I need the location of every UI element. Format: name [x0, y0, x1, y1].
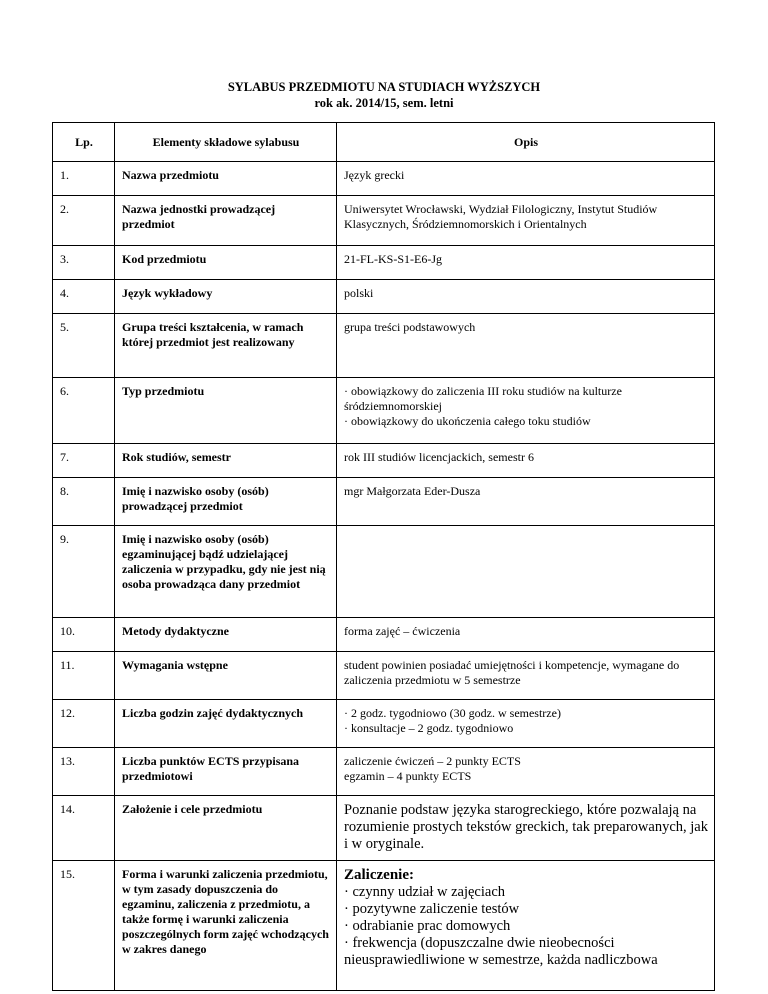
description-line: · czynny udział w zajęciach	[344, 884, 506, 900]
description-line: Poznanie podstaw języka starogreckiego, które pozwalają na rozumienie prostych tekstów greckich, tak preparowanych, jak i w oryginale.	[344, 802, 708, 852]
description-heading: Zaliczenie:	[344, 867, 414, 883]
description-line: Język grecki	[344, 168, 405, 182]
table-row	[53, 444, 715, 478]
row-description	[337, 444, 715, 478]
row-number: 9.	[53, 526, 115, 618]
row-label: Język wykładowy	[115, 280, 337, 314]
document-subtitle: rok ak. 2014/15, sem. letni	[314, 96, 454, 110]
row-description	[337, 861, 715, 991]
row-number: 5.	[53, 314, 115, 378]
table-row	[53, 700, 715, 748]
row-number: 8.	[53, 478, 115, 526]
row-number: 2.	[53, 196, 115, 246]
row-number: 12.	[53, 700, 115, 748]
table-row	[53, 526, 715, 618]
table-row	[53, 162, 715, 196]
row-label: Wymagania wstępne	[115, 652, 337, 700]
table-header-row	[53, 123, 715, 162]
row-number: 4.	[53, 280, 115, 314]
row-description	[337, 280, 715, 314]
description-line: 21-FL-KS-S1-E6-Jg	[344, 252, 442, 266]
row-label: Liczba godzin zajęć dydaktycznych	[115, 700, 337, 748]
description-line: · 2 godz. tygodniowo (30 godz. w semestrze)	[344, 706, 561, 720]
column-header-number: Lp.	[53, 123, 115, 162]
row-label: Metody dydaktyczne	[115, 618, 337, 652]
table-row	[53, 478, 715, 526]
row-label: Forma i warunki zaliczenia przedmiotu, w tym zasady dopuszczenia do egzaminu, zaliczenia z przedmiotu, a także formę i warunki zaliczenia poszczególnych form zajęć wchodzących w zakres danego	[115, 861, 337, 991]
description-line: egzamin – 4 punkty ECTS	[344, 769, 472, 783]
row-description	[337, 526, 715, 618]
row-label: Imię i nazwisko osoby (osób) egzaminującej bądź udzielającej zaliczenia w przypadku, gdy nie jest nią osoba prowadząca dany przedmiot	[115, 526, 337, 618]
row-label: Nazwa jednostki prowadzącej przedmiot	[115, 196, 337, 246]
row-description	[337, 196, 715, 246]
row-number: 10.	[53, 618, 115, 652]
description-line: · odrabianie prac domowych	[344, 918, 511, 934]
table-row	[53, 378, 715, 444]
table-row	[53, 796, 715, 861]
document-title: SYLABUS PRZEDMIOTU NA STUDIACH WYŻSZYCH	[227, 80, 541, 94]
table-row	[53, 280, 715, 314]
description-line: mgr Małgorzata Eder-Dusza	[344, 484, 481, 498]
description-line: · pozytywne zaliczenie testów	[344, 901, 520, 917]
row-label: Liczba punktów ECTS przypisana przedmiotowi	[115, 748, 337, 796]
row-number: 6.	[53, 378, 115, 444]
row-label: Nazwa przedmiotu	[115, 162, 337, 196]
row-label: Typ przedmiotu	[115, 378, 337, 444]
description-line: Uniwersytet Wrocławski, Wydział Filologiczny, Instytut Studiów Klasycznych, Śródziemnomorskich i Orientalnych	[344, 202, 658, 231]
row-label: Imię i nazwisko osoby (osób) prowadzącej przedmiot	[115, 478, 337, 526]
description-line: rok III studiów licencjackich, semestr 6	[344, 450, 534, 464]
syllabus-table	[52, 122, 715, 991]
row-number: 14.	[53, 796, 115, 861]
description-line: · obowiązkowy do zaliczenia III roku studiów na kulturze śródziemnomorskiej	[344, 384, 622, 413]
description-line: · konsultacje – 2 godz. tygodniowo	[344, 721, 514, 735]
column-header-element: Elementy składowe sylabusu	[115, 123, 337, 162]
description-line: forma zajęć – ćwiczenia	[344, 624, 461, 638]
row-description	[337, 748, 715, 796]
row-description	[337, 652, 715, 700]
row-number: 13.	[53, 748, 115, 796]
row-description	[337, 796, 715, 861]
description-line: zaliczenie ćwiczeń – 2 punkty ECTS	[344, 754, 521, 768]
row-description	[337, 378, 715, 444]
description-line: · frekwencja (dopuszczalne dwie nieobecności nieusprawiedliwione w semestrze, każda nadliczbowa	[344, 935, 658, 968]
table-row	[53, 196, 715, 246]
table-row	[53, 618, 715, 652]
row-description	[337, 478, 715, 526]
row-description	[337, 314, 715, 378]
table-row	[53, 652, 715, 700]
row-description	[337, 162, 715, 196]
row-number: 7.	[53, 444, 115, 478]
row-number: 1.	[53, 162, 115, 196]
description-line: polski	[344, 286, 374, 300]
row-label: Rok studiów, semestr	[115, 444, 337, 478]
row-label: Kod przedmiotu	[115, 246, 337, 280]
description-line: student powinien posiadać umiejętności i kompetencje, wymagane do zaliczenia przedmiotu w 5 semestrze	[344, 658, 680, 687]
row-number: 11.	[53, 652, 115, 700]
row-description	[337, 618, 715, 652]
table-row	[53, 314, 715, 378]
row-label: Założenie i cele przedmiotu	[115, 796, 337, 861]
table-row	[53, 861, 715, 991]
column-header-description: Opis	[337, 123, 715, 162]
description-line: · obowiązkowy do ukończenia całego toku studiów	[344, 414, 591, 428]
row-description	[337, 246, 715, 280]
table-row	[53, 246, 715, 280]
row-label: Grupa treści kształcenia, w ramach której przedmiot jest realizowany	[115, 314, 337, 378]
row-description	[337, 700, 715, 748]
description-line: grupa treści podstawowych	[344, 320, 476, 334]
row-number: 15.	[53, 861, 115, 991]
row-number: 3.	[53, 246, 115, 280]
table-row	[53, 748, 715, 796]
